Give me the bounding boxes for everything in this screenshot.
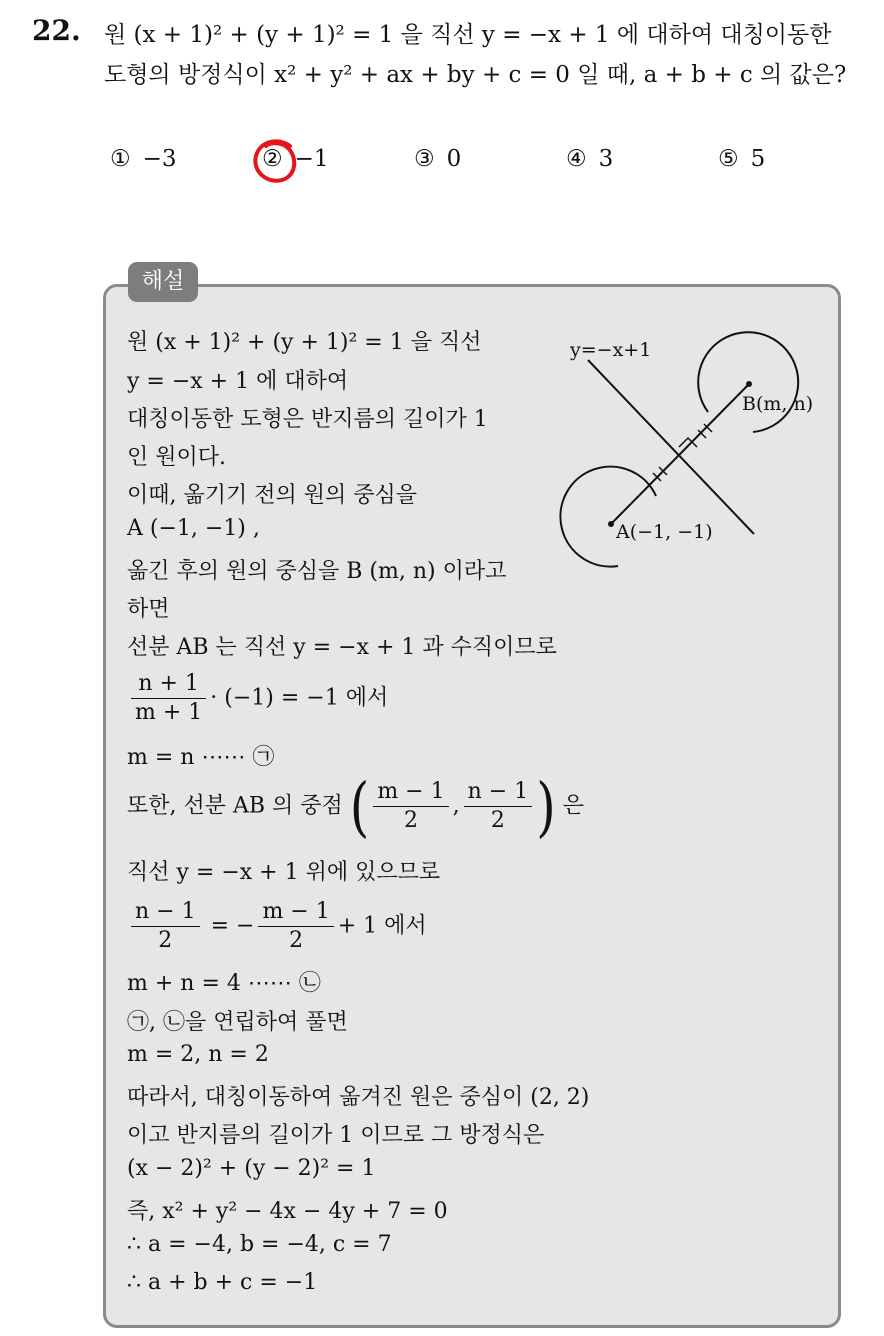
fraction-numerator: m − 1: [373, 778, 448, 807]
choice-5[interactable]: [718, 146, 765, 172]
fraction-numerator: m − 1: [258, 898, 333, 927]
answer-choices: [110, 146, 810, 180]
question-text-line1: 원 (x + 1)² + (y + 1)² = 1 을 직선 y = −x + 1 에 대하여 대칭이동한: [104, 22, 832, 48]
rhs-fraction: [258, 898, 333, 955]
solution-line: 즉, x² + y² − 4x − 4y + 7 = 0: [127, 1199, 448, 1224]
solution-line: m = n ⋯⋯ ㉠: [127, 745, 275, 770]
point-b: [746, 381, 752, 387]
slope-equation-rest: · (−1) = −1 에서: [210, 685, 389, 711]
midpoint-prefix: 또한, 선분 AB 의 중점: [127, 793, 343, 819]
answer-circle-marker: [250, 136, 300, 186]
choice-4-mark: ④: [566, 146, 587, 172]
midpoint-suffix: 은: [562, 793, 584, 819]
choice-1[interactable]: [110, 146, 177, 172]
question-number: 22.: [32, 14, 81, 47]
fraction-denominator: 2: [403, 808, 418, 833]
solution-line: m = 2, n = 2: [127, 1042, 269, 1067]
reflection-diagram: [548, 320, 838, 580]
solution-line: 인 원이다.: [127, 445, 226, 470]
slope-equation: [127, 670, 388, 727]
solution-line: 이고 반지름의 길이가 1 이므로 그 방정식은: [127, 1123, 545, 1148]
solution-line: y = −x + 1 에 대하여: [127, 369, 349, 394]
choice-3-mark: ③: [414, 146, 435, 172]
choice-1-mark: ①: [110, 146, 131, 172]
choice-3-value: 0: [446, 146, 462, 172]
solution-line: 옮긴 후의 원의 중심을 B (m, n) 이라고: [127, 559, 507, 584]
point-b-label: B(m, n): [742, 393, 814, 415]
midpoint-line: [127, 768, 584, 845]
solution-line: ㉠, ㉡을 연립하여 풀면: [127, 1010, 348, 1035]
lhs-fraction: [131, 898, 200, 955]
solution-tag: 해설: [128, 262, 198, 302]
fraction-numerator: n + 1: [131, 670, 206, 699]
circle-a-arc: [560, 467, 656, 567]
fraction-numerator: n − 1: [464, 778, 533, 807]
choice-4-value: 3: [598, 146, 614, 172]
choice-1-value: −3: [142, 146, 177, 172]
line-y-eq-neg-x-plus-1: [588, 360, 754, 534]
solution-line: (x − 2)² + (y − 2)² = 1: [127, 1156, 376, 1181]
choice-4[interactable]: [566, 146, 613, 172]
solution-line: 대칭이동한 도형은 반지름의 길이가 1: [127, 407, 488, 432]
fraction-denominator: 2: [490, 808, 505, 833]
close-paren: ): [536, 768, 556, 845]
comma: ,: [452, 793, 460, 819]
choice-5-mark: ⑤: [718, 146, 739, 172]
choice-2-mark: ②: [262, 146, 283, 172]
solution-line: m + n = 4 ⋯⋯ ㉡: [127, 971, 321, 996]
point-a-label: A(−1, −1): [616, 521, 713, 543]
open-paren: (: [349, 768, 370, 845]
midpoint-equation-rest: + 1 에서: [337, 913, 427, 939]
equals-minus: = −: [203, 913, 255, 939]
midpoint-equation: [127, 898, 427, 955]
question-text-line2: 도형의 방정식이 x² + y² + ax + by + c = 0 일 때, a + b + c 의 값은?: [104, 62, 847, 88]
choice-2-value: −1: [294, 146, 329, 172]
solution-line: ∴ a + b + c = −1: [127, 1270, 318, 1295]
midpoint-x-fraction: [373, 778, 448, 835]
solution-line: 원 (x + 1)² + (y + 1)² = 1 을 직선: [127, 330, 482, 355]
fraction-denominator: m + 1: [135, 700, 203, 725]
fraction-numerator: n − 1: [131, 898, 200, 927]
solution-line: A (−1, −1) ,: [127, 516, 260, 541]
solution-line: 이때, 옮기기 전의 원의 중심을: [127, 483, 417, 508]
solution-line: ∴ a = −4, b = −4, c = 7: [127, 1232, 392, 1257]
slope-fraction: [131, 670, 206, 727]
solution-line: 직선 y = −x + 1 위에 있으므로: [127, 860, 441, 885]
fraction-denominator: 2: [158, 928, 173, 953]
solution-line: 따라서, 대칭이동하여 옮겨진 원은 중심이 (2, 2): [127, 1085, 590, 1110]
point-a: [608, 521, 614, 527]
choice-3[interactable]: [414, 146, 461, 172]
choice-5-value: 5: [750, 146, 766, 172]
line-label: y=−x+1: [570, 339, 652, 361]
fraction-denominator: 2: [289, 928, 304, 953]
solution-line: 선분 AB 는 직선 y = −x + 1 과 수직이므로: [127, 635, 557, 660]
midpoint-y-fraction: [464, 778, 533, 835]
solution-line: 하면: [127, 597, 170, 622]
